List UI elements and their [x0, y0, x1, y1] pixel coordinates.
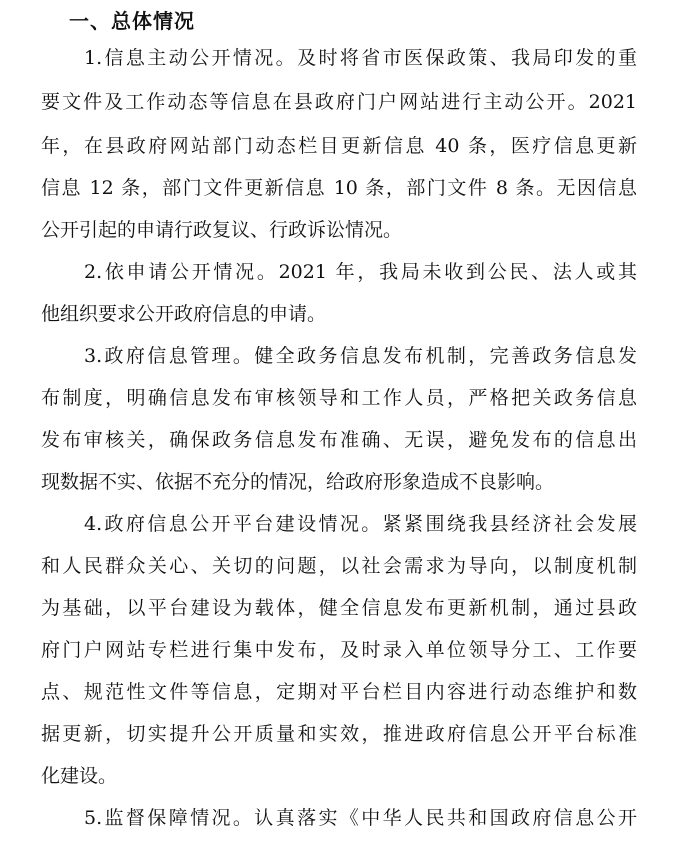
paragraph-1-line-2: 要文件及工作动态等信息在县政府门户网站进行主动公开。2021	[41, 91, 637, 113]
paragraph-5-line-1: 5.监督保障情况。认真落实《中华人民共和国政府信息公开	[84, 807, 637, 829]
paragraph-3-line-4: 现数据不实、依据不充分的情况，给政府形象造成不良影响。	[41, 471, 555, 493]
paragraph-4-line-2: 和人民群众关心、关切的问题，以社会需求为导向，以制度机制	[41, 555, 637, 577]
paragraph-3-line-1: 3.政府信息管理。健全政务信息发布机制，完善政务信息发	[84, 345, 637, 367]
paragraph-4-line-5: 点、规范性文件等信息，定期对平台栏目内容进行动态维护和数	[41, 681, 637, 703]
paragraph-1-line-5: 公开引起的申请行政复议、行政诉讼情况。	[41, 219, 403, 241]
paragraph-4-line-3: 为基础，以平台建设为载体，健全信息发布更新机制，通过县政	[41, 597, 637, 619]
paragraph-4-line-7: 化建设。	[41, 765, 118, 787]
paragraph-2-line-2: 他组织要求公开政府信息的申请。	[41, 303, 327, 325]
paragraph-3-line-2: 布制度，明确信息发布审核领导和工作人员，严格把关政务信息	[41, 387, 637, 409]
paragraph-4-line-4: 府门户网站专栏进行集中发布，及时录入单位领导分工、工作要	[41, 639, 637, 661]
paragraph-4-line-6: 据更新，切实提升公开质量和实效，推进政府信息公开平台标准	[41, 723, 637, 745]
paragraph-1-line-3: 年，在县政府网站部门动态栏目更新信息 40 条，医疗信息更新	[41, 135, 637, 157]
paragraph-4-line-1: 4.政府信息公开平台建设情况。紧紧围绕我县经济社会发展	[84, 513, 637, 535]
section-heading: 一、总体情况	[69, 9, 195, 33]
paragraph-1-line-4: 信息 12 条，部门文件更新信息 10 条，部门文件 8 条。无因信息	[41, 177, 637, 199]
paragraph-1-line-1: 1.信息主动公开情况。及时将省市医保政策、我局印发的重	[84, 47, 637, 69]
paragraph-2-line-1: 2.依申请公开情况。2021 年，我局未收到公民、法人或其	[84, 261, 637, 283]
paragraph-3-line-3: 发布审核关，确保政务信息发布准确、无误，避免发布的信息出	[41, 429, 637, 451]
